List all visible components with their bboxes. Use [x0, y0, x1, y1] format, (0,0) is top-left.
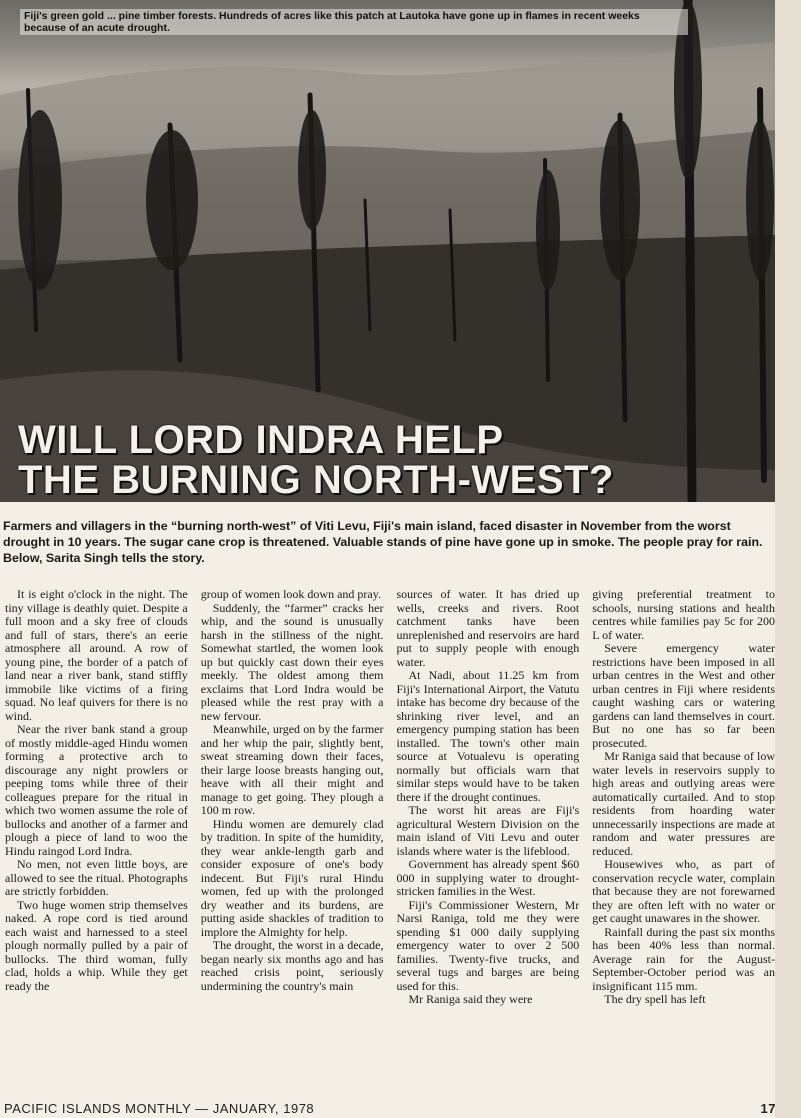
article-standfirst: Farmers and villagers in the “burning north-west” of Viti Levu, Fiji's main island, faced disaster in November from the worst drought in 10 years. The sugar cane crop is threatened. Valuable stands of pine have gone up in smoke. The people pray for rain. Below, Sarita Singh tells the story. [3, 519, 763, 565]
body-column-3 [397, 588, 580, 1093]
paragraph: Suddenly, the “farmer” cracks her whip, and the sound is unusually harsh in the stillness of the night. Somewhat startled, the women look up but quickly cast down their eyes meekly. The oldest among them exclaims that Lord Indra would be pleased while the rest pray with a new fervour. [200, 600, 384, 723]
page-number: 17 [760, 1101, 776, 1116]
paragraph: The worst hit areas are Fiji's agricultural Western Division on the main island of Viti Levu and outer islands where water is the lifeblood. [396, 803, 580, 858]
publication-line: PACIFIC ISLANDS MONTHLY — JANUARY, 1978 [4, 1101, 315, 1116]
paragraph: Housewives who, as part of conservation recycle water, complain that because they are not forewarned they are often left with no water or get caught unawares in the shower. [592, 857, 775, 925]
paragraph: Rainfall during the past six months has been 40% less than normal. Average rain for the August-September-October period was an insignificant 115 mm. [592, 924, 775, 993]
article-headline [18, 420, 614, 500]
headline-line-2: THE BURNING NORTH-WEST? [18, 458, 614, 502]
paragraph: The dry spell has left [604, 992, 706, 1006]
headline-line-1: WILL LORD INDRA HELP [18, 418, 504, 462]
paragraph: Near the river bank stand a group of mostly middle-aged Hindu women forming a protective arch to discourage any night prowlers or peeping toms while three of their colleagues prepare for the ritual in which two women assume the role of bullocks and another of a farmer and plough a piece of land to woo the Hindu raingod Lord Indra. [5, 722, 188, 858]
forest-photo [0, 0, 775, 502]
paragraph: giving preferential treatment to schools, nursing stations and health centres while families pay 5c for 200 L of water. [592, 588, 775, 642]
paragraph: Two huge women strip themselves naked. A rope cord is tied around each waist and harnessed to a steel plough normally pulled by a pair of bullocks. The third woman, fully clad, holds a whip. While they get ready the [5, 897, 188, 993]
photo-caption: Fiji's green gold ... pine timber forests. Hundreds of acres like this patch at Lautoka have gone up in flames in recent weeks because of an acute drought. [20, 9, 688, 35]
page-footer [4, 1101, 776, 1116]
paragraph: At Nadi, about 11.25 km from Fiji's International Airport, the Vatutu intake has become dry because of the shrinking river level, and an emergency pumping station has been installed. The town's other main source at Votualevu is operating normally but officials warn that similar steps would have to be taken there if the drought continues. [396, 668, 580, 804]
paragraph: sources of water. It has dried up wells, creeks and rivers. Root catchment tanks have been unreplenished and reservoirs are hard put to supply people with enough water. [396, 588, 580, 669]
paragraph: Hindu women are demurely clad by tradition. In spite of the humidity, they wear ankle-length garb and consider exposure of one's body indecent. But Fiji's rural Hindu women, fed up with the prolonged dry weather and its burdens, are putting aside shackles of tradition to implore the Almighty for help. [200, 816, 384, 939]
body-column-2 [201, 588, 384, 1093]
paragraph: The drought, the worst in a decade, began nearly six months ago and has reached crisis point, seriously undermining the country's main [200, 938, 384, 993]
body-column-4 [592, 588, 775, 1093]
paragraph: group of women look down and pray. [200, 588, 381, 601]
paragraph: Fiji's Commissioner Western, Mr Narsi Raniga, told me they were spending $1 000 daily supplying emergency water to over 2 500 families. Twenty-five trucks, and several tugs and barges are being used for this. [396, 897, 580, 993]
paragraph: No men, not even little boys, are allowed to see the ritual. Photographs are strictly forbidden. [5, 857, 188, 898]
page-edge [775, 0, 801, 1118]
paragraph: It is eight o'clock in the night. The tiny village is deathly quiet. Despite a full moon and a sky free of clouds and full of stars, there's an eerie atmosphere all around. A row of young pine, the border of a patch of land near a river bank, stand stiffly immobile like victims of a firing squad. No leaf quivers for there is no wind. [5, 588, 188, 723]
paragraph: Government has already spent $60 000 in supplying water to drought-stricken families in the West. [396, 857, 580, 898]
paragraph: Mr Raniga said that because of low water levels in reservoirs supply to high areas and outlying areas were automatically curtailed. And to stop residents from hoarding water unnecessarily inspections are made at random and water pressures are reduced. [592, 749, 775, 858]
paragraph: Mr Raniga said they were [408, 992, 533, 1006]
paragraph: Severe emergency water restrictions have been imposed in all urban centres in the West and other urban centres in Fiji where residents caught washing cars or watering gardens can land themselves in court. But no one has so far been prosecuted. [592, 641, 775, 750]
paragraph: Meanwhile, urged on by the farmer and her whip the pair, slightly bent, sweat streaming down their faces, their large loose breasts hanging out, heave with all their might and manage to get going. They plough a 100 m row. [200, 722, 384, 817]
article-body [5, 588, 775, 1093]
body-column-1 [5, 588, 188, 1093]
